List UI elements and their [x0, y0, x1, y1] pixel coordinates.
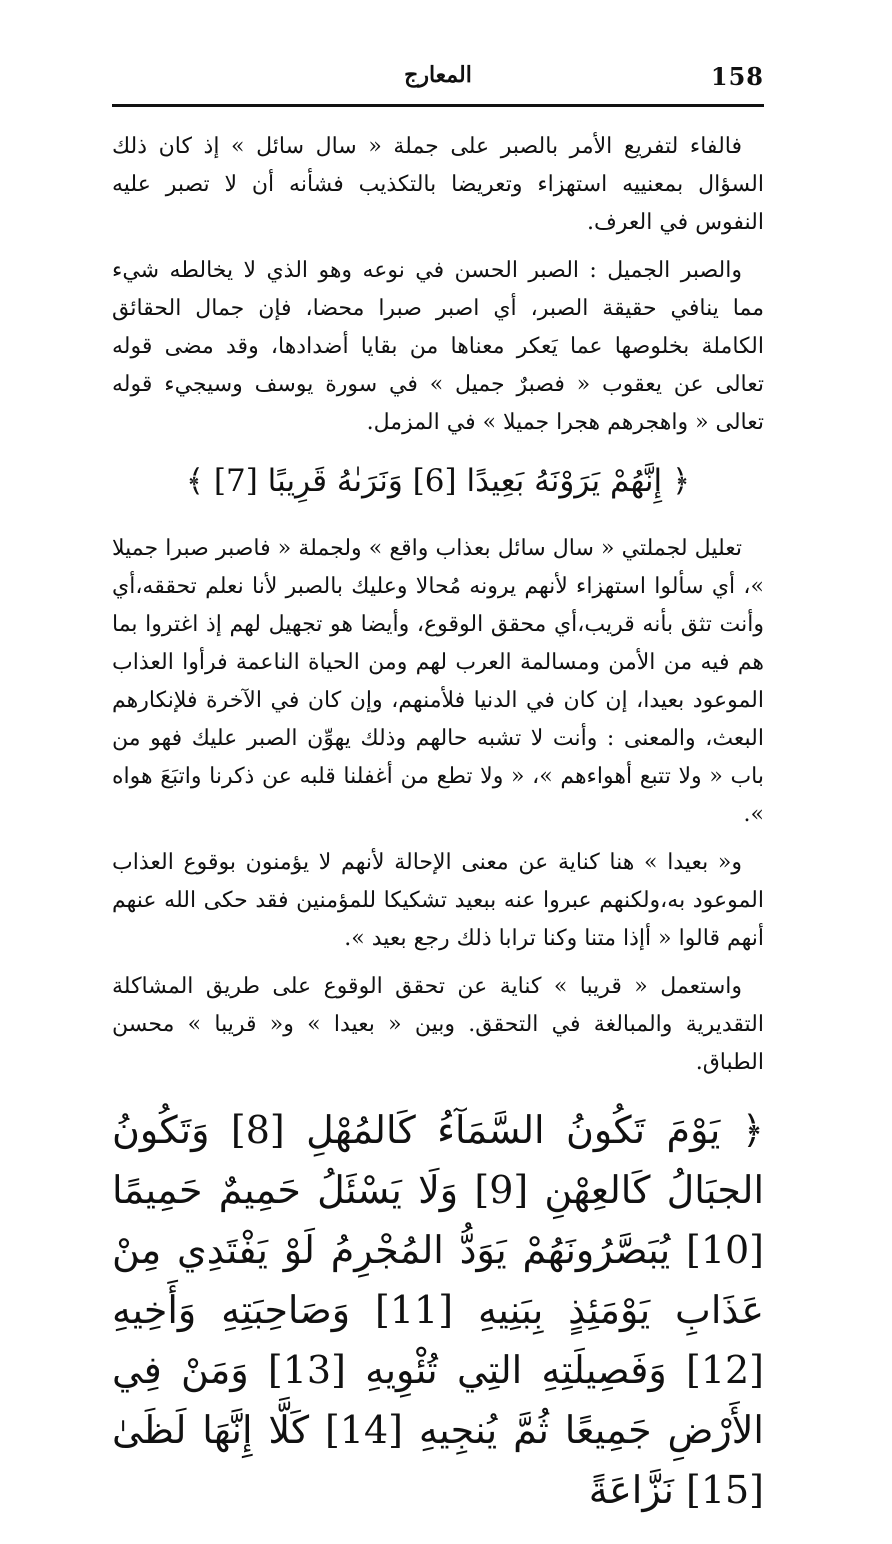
page-header	[112, 56, 764, 96]
quran-verse-1: ﴿ إِنَّهُمْ يَرَوْنَهُ بَعِيدًا [6] وَنَرَىٰهُ قَرِيبًا [7] ﴾	[185, 463, 691, 499]
quran-verse-2: ﴿ يَوْمَ تَكُونُ السَّمَآءُ كَالمُهْلِ [8] وَتَكُونُ الجبَالُ كَالعِهْنِ [9] وَلَا يَسْئَلُ حَمِيمٌ حَمِيمًا [10] يُبَصَّرُونَهُمْ يَوَدُّ المُجْرِمُ لَوْ يَفْتَدِي مِنْ عَذَابِ يَوْمَئِذٍ بِبَنِيهِ [11] وَصَاحِبَتِهِ وَأَخِيهِ [12] وَفَصِيلَتِهِ التِي تُئْوِيهِ [13] وَمَنْ فِي الأَرْضِ جَمِيعًا ثُمَّ يُنجِيهِ [14] كَلَّا إِنَّهَا لَظَىٰ [15] نَزَّاعَةً	[112, 1108, 765, 1512]
header-rule	[112, 104, 764, 107]
paragraph-2: والصبر الجميل : الصبر الحسن في نوعه وهو الذي لا يخالطه شيء مما ينافي حقيقة الصبر، أي اصبر صبرا محضا، فإن جمال الحقائق الكاملة بخلوصها عما يَعكر معناها من بقايا أضدادها، وقد مضى قوله تعالى عن يعقوب « فصبرٌ جميل » في سورة يوسف وسيجيء قوله تعالى « واهجرهم هجرا جميلا » في المزمل.	[112, 258, 764, 435]
page-body	[112, 128, 764, 1544]
paragraph-1: فالفاء لتفريع الأمر بالصبر على جملة « سال سائل » إذ كان ذلك السؤال بمعنييه استهزاء وتعريضا بالتكذيب فشأنه أن لا تصبر عليه النفوس في العرف.	[112, 134, 764, 235]
paragraph-3: تعليل لجملتي « سال سائل بعذاب واقع » ولجملة « فاصبر صبرا جميلا »، أي سألوا استهزاء لأنهم يرونه مُحالا وعليك بالصبر لأنا نعلم تحققه،أي وأنت تثق بأنه قريب،أي محقق الوقوع، وأيضا هو تجهيل لهم إذ اغتروا بما هم فيه من الأمن ومسالمة العرب لهم ومن الحياة الناعمة فرأوا العذاب الموعود بعيدا، إن كان في الدنيا فلأمنهم، وإن كان في الآخرة فلإنكارهم البعث، والمعنى : وأنت لا تشبه حالهم وذلك يهوِّن الصبر عليك فهو من باب « ولا تتبع أهواءهم »، « ولا تطع من أغفلنا قلبه عن ذكرنا واتبَعَ هواه ».	[112, 536, 764, 827]
paragraph-4: و« بعيدا » هنا كناية عن معنى الإحالة لأنهم لا يؤمنون بوقوع العذاب الموعود به،ولكنهم عبروا عنه ببعيد تشكيكا للمؤمنين فقد حكى الله عنهم أنهم قالوا « أإذا متنا وكنا ترابا ذلك رجع بعيد ».	[112, 850, 764, 951]
running-title: المعارج	[404, 62, 472, 88]
page-number: 158	[710, 62, 764, 91]
paragraph-5: واستعمل « قريبا » كناية عن تحقق الوقوع على طريق المشاكلة التقديرية والمبالغة في التحقق. وبين « بعيدا » و« قريبا » محسن الطباق.	[112, 974, 764, 1075]
